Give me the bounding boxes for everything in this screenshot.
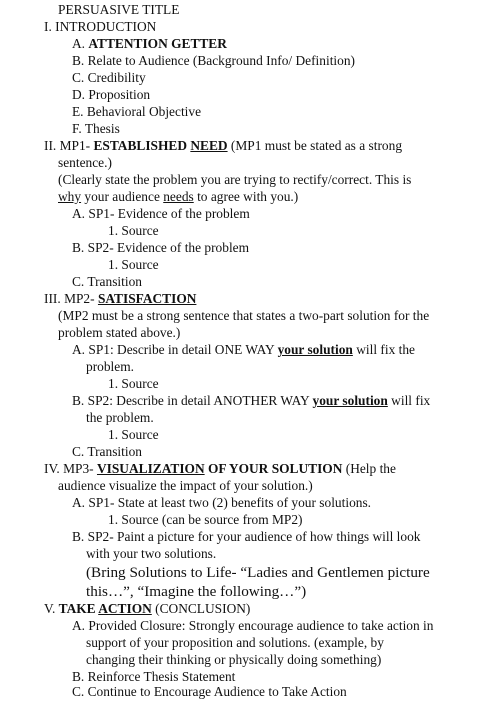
s5-item-b: B. Reinforce Thesis Statement	[72, 669, 236, 684]
s5-item-a-line1: A. Provided Closure: Strongly encourage audience to take action in	[72, 618, 434, 633]
s1-item-a	[72, 36, 227, 53]
s4-item-a: A. SP1- State at least two (2) benefits of your solutions.	[72, 495, 372, 510]
section-5-heading	[44, 601, 250, 618]
s3-b-your-solution: your solution	[312, 393, 388, 408]
s3-item-b	[72, 393, 430, 410]
s2-note-line1: (Clearly state the problem you are trying to rectify/correct. This is	[58, 172, 412, 187]
s5-prefix: V.	[44, 601, 59, 616]
s1-item-e: E. Behavioral Objective	[72, 104, 202, 119]
s5-item-c: C. Continue to Encourage Audience to Take Action	[72, 684, 347, 699]
section-3-heading	[44, 291, 196, 308]
s3-b-post: will fix	[387, 393, 431, 408]
s2-note-line2	[58, 189, 298, 206]
s3-item-a	[72, 342, 415, 359]
s2-note-why: why	[58, 189, 82, 204]
s5-item-a-line2: support of your proposition and solutions. (example, by	[86, 635, 384, 650]
s1-item-b: B. Relate to Audience (Background Info/ Definition)	[72, 53, 355, 68]
s2-note-needs: needs	[163, 189, 194, 204]
s4-item-b: B. SP2- Paint a picture for your audience of how things will look	[72, 529, 421, 544]
s3-item-a-source: 1. Source	[108, 376, 159, 391]
s2-bold-underlined: NEED	[190, 138, 228, 153]
section-4-heading	[44, 461, 396, 478]
s3-item-b-line2: the problem.	[86, 410, 154, 425]
s3-a-prefix: A. SP1: Describe in detail ONE WAY	[72, 342, 278, 357]
s4-heading-line2: audience visualize the impact of your solution.)	[58, 478, 313, 493]
s4-item-b-line2: with your two solutions.	[86, 546, 217, 561]
s3-item-a-line2: problem.	[86, 359, 134, 374]
s4-bring-to-life-line2: this…”, “Imagine the following…”)	[86, 583, 307, 600]
section-2-heading	[44, 138, 402, 155]
document-title: PERSUASIVE TITLE	[58, 2, 180, 17]
s2-item-b-source: 1. Source	[108, 257, 159, 272]
s5-item-a-line3: changing their thinking or physically doing something)	[86, 652, 382, 667]
s3-a-post: will fix the	[352, 342, 415, 357]
s3-a-your-solution: your solution	[277, 342, 353, 357]
s2-item-b: B. SP2- Evidence of the problem	[72, 240, 250, 255]
s4-item-a-source: 1. Source (can be source from MP2)	[108, 512, 303, 527]
s2-item-a-source: 1. Source	[108, 223, 159, 238]
section-1-heading: I. INTRODUCTION	[44, 19, 157, 34]
s2-bold: ESTABLISHED	[93, 138, 191, 153]
s4-bring-to-life-line1: (Bring Solutions to Life- “Ladies and Gentlemen picture	[86, 564, 430, 581]
s1-item-f: F. Thesis	[72, 121, 120, 136]
s1-item-d: D. Proposition	[72, 87, 151, 102]
s2-note-end: to agree with you.)	[193, 189, 299, 204]
s3-b-prefix: B. SP2: Describe in detail ANOTHER WAY	[72, 393, 313, 408]
s4-post: (Help the	[342, 461, 396, 476]
s3-prefix: III. MP2-	[44, 291, 98, 306]
s2-post: (MP1 must be stated as a strong	[227, 138, 403, 153]
s2-heading-line2: sentence.)	[58, 155, 112, 170]
s5-post: (CONCLUSION)	[151, 601, 251, 616]
s2-prefix: II. MP1-	[44, 138, 94, 153]
s3-note-line1: (MP2 must be a strong sentence that states a two-part solution for the	[58, 308, 430, 323]
s5-bold: TAKE	[58, 601, 99, 616]
s2-item-c: C. Transition	[72, 274, 142, 289]
s1-a-bold: ATTENTION GETTER	[88, 36, 227, 51]
s4-bold: OF YOUR SOLUTION	[204, 461, 343, 476]
s2-note-mid: your audience	[81, 189, 164, 204]
s1-item-c: C. Credibility	[72, 70, 146, 85]
s2-item-a: A. SP1- Evidence of the problem	[72, 206, 250, 221]
s3-bold-underlined: SATISFACTION	[97, 291, 197, 306]
s3-note-line2: problem stated above.)	[58, 325, 181, 340]
s5-bold-underlined: ACTION	[98, 601, 152, 616]
s3-item-c: C. Transition	[72, 444, 142, 459]
s4-bold-underlined: VISUALIZATION	[96, 461, 205, 476]
s1-a-prefix: A.	[72, 36, 89, 51]
s3-item-b-source: 1. Source	[108, 427, 159, 442]
s4-prefix: IV. MP3-	[44, 461, 97, 476]
